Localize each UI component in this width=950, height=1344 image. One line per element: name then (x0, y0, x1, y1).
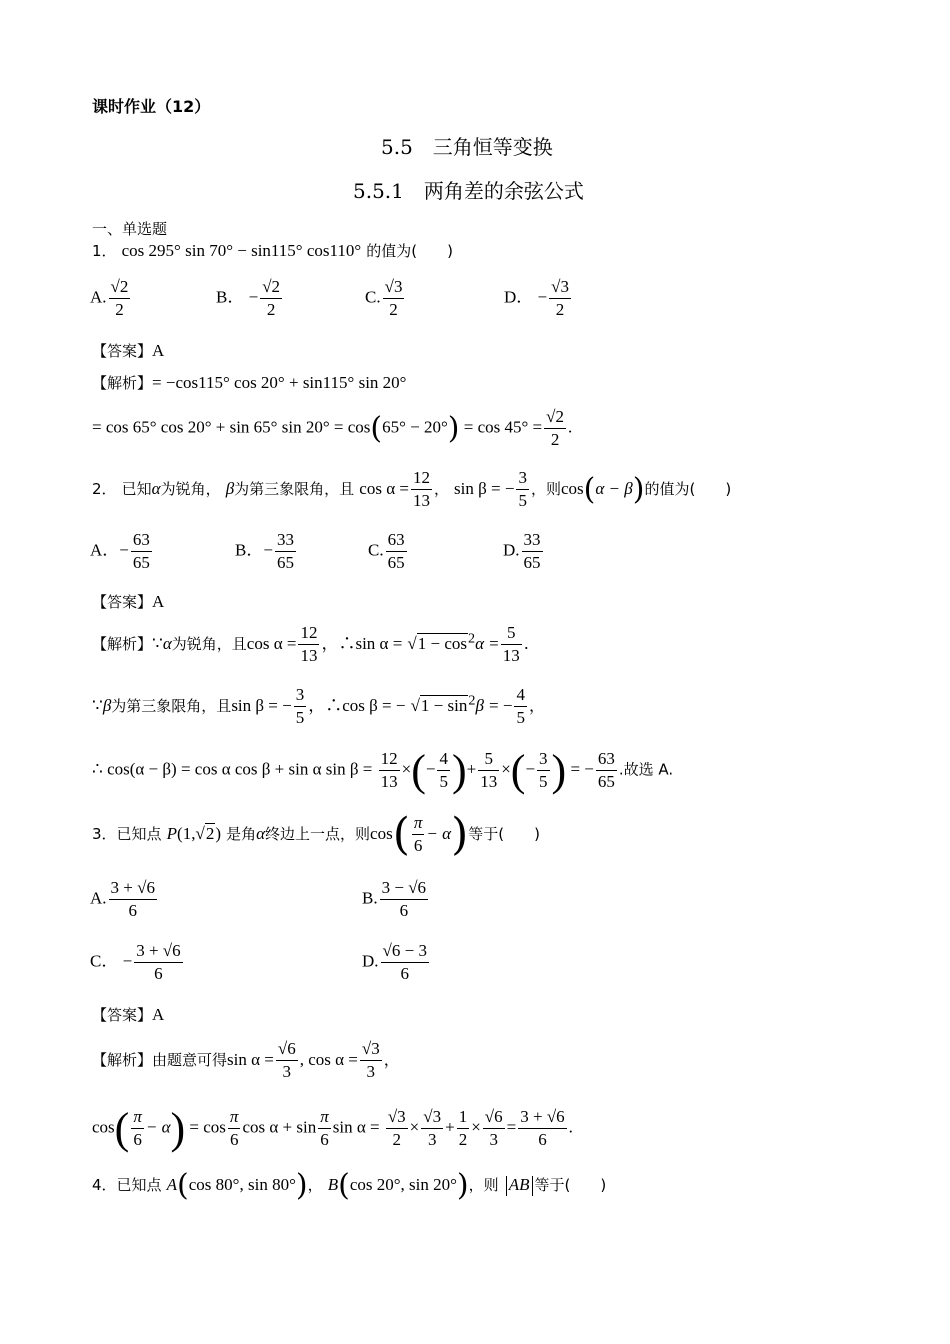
q2-option-d: D. $\frac{33}{65}$ (503, 530, 541, 572)
q2-option-a: A．− $\frac{63}{65}$ (90, 530, 150, 572)
question-3: 3．已知点 P(1,√2) 是角α终边上一点，则cos( $\frac{\pi}{6}$ − α)等于( ) (92, 809, 540, 860)
q2-analysis-line2: ∵β为第三象限角，且sin β = − $\frac{3}{5}$ ，∴cos β = − $√1 - \sin^2\beta$ = − $\frac{4}{5}$ ， (92, 685, 545, 727)
q2-analysis-line3: ∴ cos(α − β) = cos α cos β + sin α sin β = $\frac{12}{13}$ ×(− $\frac{4}{5}$ )+ $\frac{5}{13}$ ×(− $\frac{3}{5}$ ) = − $\frac{63}{65}$ .故选 A. (92, 746, 674, 795)
q1-option-c: C. $\frac{√3}{2}$ (365, 277, 403, 319)
q2-option-b: B．− $\frac{33}{65}$ (235, 530, 294, 572)
question-expr: cos 295° sin 70° − sin115° cos110° (121, 241, 362, 260)
q2-option-c: C. $\frac{63}{65}$ (368, 530, 405, 572)
question-suffix: 的值为( ) (366, 242, 453, 260)
q3-option-b: B. $\frac{3 - √6}{6}$ (362, 878, 427, 920)
q2-analysis-line1: 【解析】∵α为锐角，且cos α = $\frac{12}{13}$ ，∴sin $\alpha = √1 - \cos^2\alpha$ = $\frac{5}{13}$ . (92, 623, 529, 665)
q3-option-d: D. $\frac{√6 - 3}{6}$ (362, 941, 427, 983)
section-type: 一、单选题 (92, 220, 168, 238)
q2-answer: 【答案】A (92, 592, 165, 611)
subsection-title: 5.5.1 两角差的余弦公式 (353, 179, 584, 203)
q1-option-a: A. $\frac{√2}{2}$ (90, 277, 129, 319)
section-title: 5.5 三角恒等变换 (381, 135, 553, 159)
q3-analysis-line2: cos( $\frac{\pi}{6}$ − α) = cos $\frac{\pi}{6}$ cos α + sin $\frac{\pi}{6}$ sin α = $\frac{√3}{2}$ × $\frac{√3}{3}$ + $\frac{1}{2}$ × $\frac{√6}{3}$ = $\frac{3 + √6}{6}$ . (92, 1104, 573, 1153)
q3-answer: 【答案】A (92, 1005, 165, 1024)
question-2: 2． 已知α为锐角， β为第三象限角，且 cos α = $\frac{12}{13}$ ， sin β = − $\frac{3}{5}$ ，则cos(α − β)的值为( ) (92, 468, 732, 510)
q1-answer: 【答案】A (92, 341, 165, 360)
q1-analysis-line1: 【解析】= −cos115° cos 20° + sin115° sin 20° (92, 373, 407, 392)
q1-analysis-line2: = cos 65° cos 20° + sin 65° sin 20° = cos(65° − 20°) = cos 45° = $\frac{√2}{2}$ . (92, 407, 573, 449)
homework-label: 课时作业（12） (92, 97, 211, 116)
q3-option-a: A. $\frac{3 + √6}{6}$ (90, 878, 155, 920)
question-number: 1． (92, 242, 117, 260)
q1-option-b: B． − $\frac{√2}{2}$ (216, 277, 281, 319)
question-4: 4．已知点 A(cos 80°, sin 80°)， B(cos 20°, sin 20°)，则 AB 等于( ) (92, 1168, 607, 1203)
q3-option-c: C． − $\frac{3 + √6}{6}$ (90, 941, 181, 983)
q3-analysis-line1: 【解析】由题意可得sin α = $\frac{√6}{3}$ , cos α = $\frac{√3}{3}$ ， (92, 1039, 400, 1081)
question-1 (92, 240, 453, 261)
q1-option-d: D． − $\frac{√3}{2}$ (504, 277, 569, 319)
